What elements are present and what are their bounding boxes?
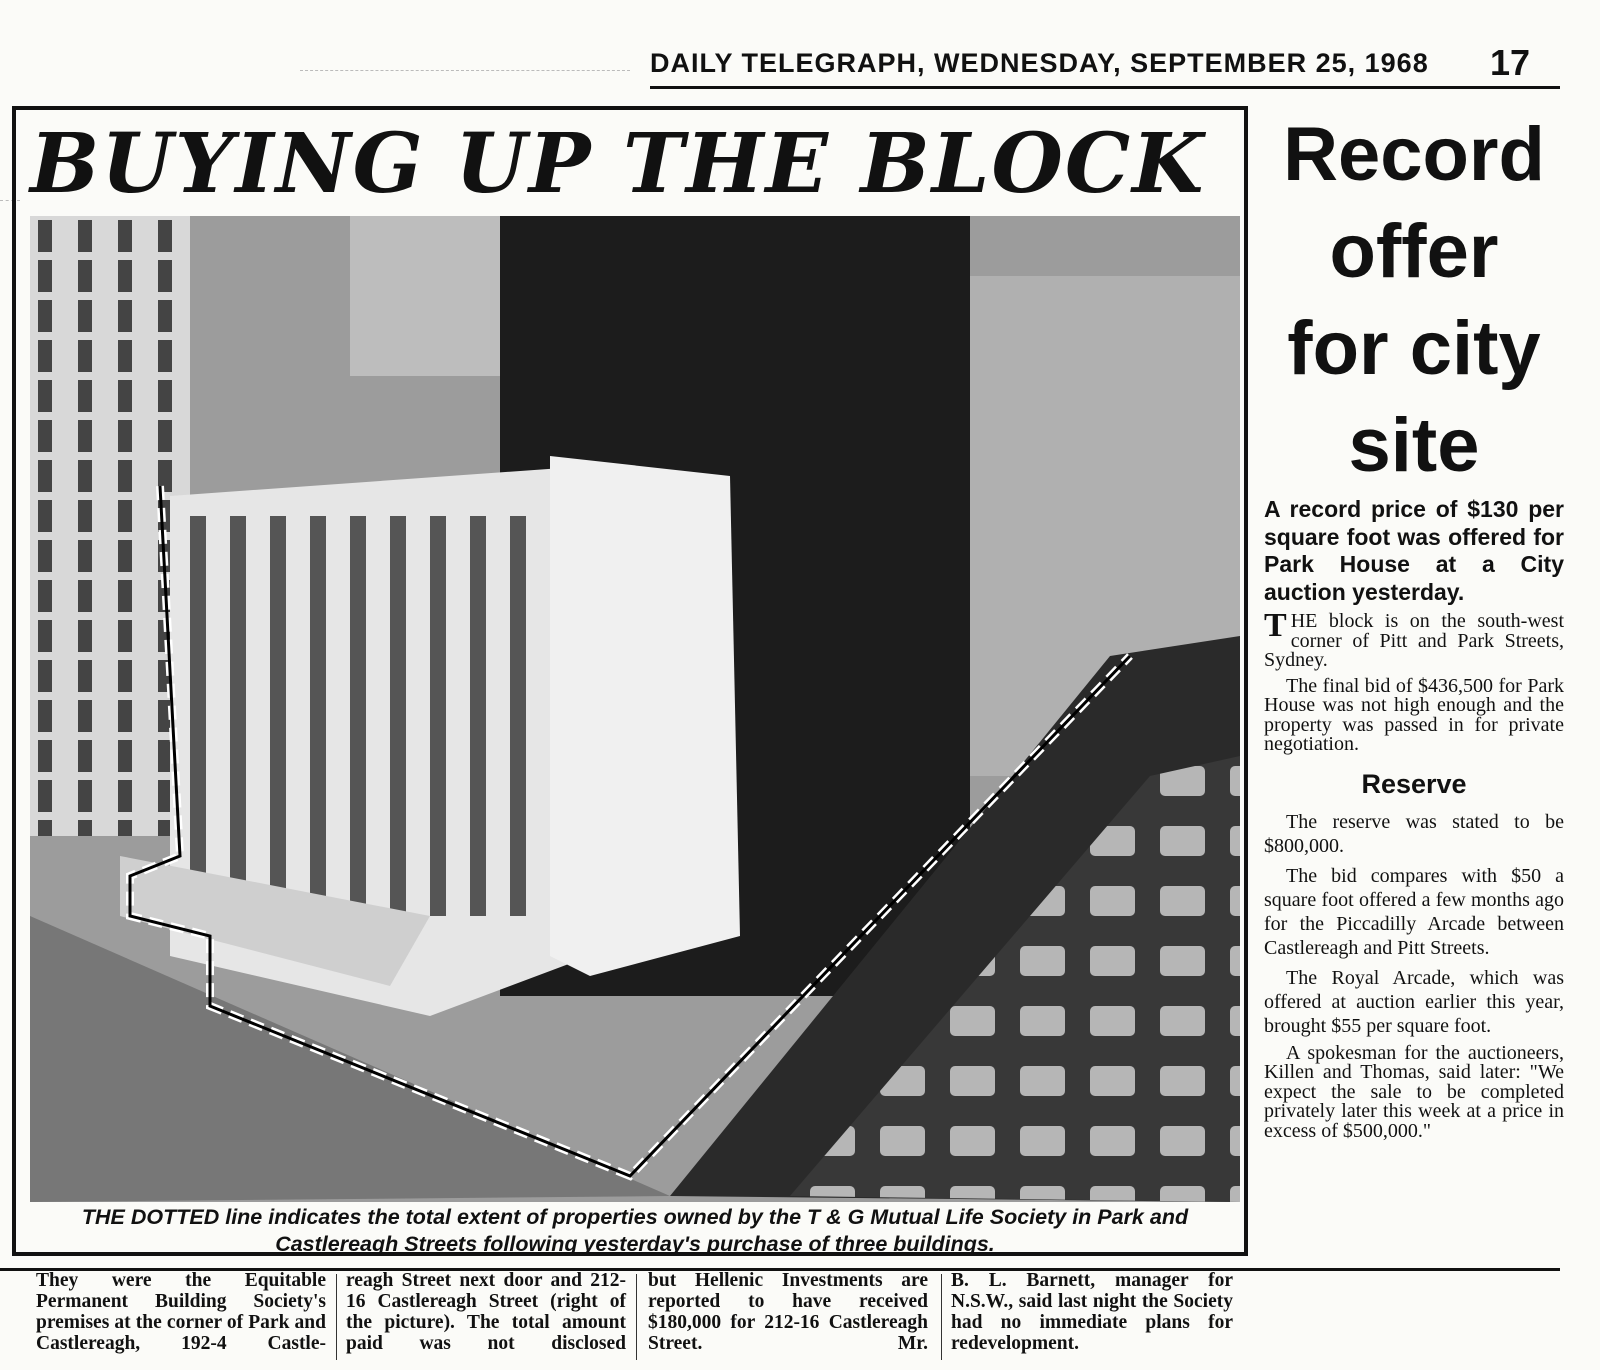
- story-paragraph-3: The reserve was stated to be $800,000.: [1264, 810, 1564, 857]
- column-rule: [941, 1274, 942, 1360]
- story-paragraph-6: A spokesman for the auctioneers, Killen and Thomas, said later: "We expect the sale to be completed privately later this week at a price in excess of $500,000.": [1264, 1041, 1564, 1142]
- photo-caption: THE DOTTED line indicates the total extent of properties owned by the T & G Mutual Life Society in Park and Castlereagh Streets following yesterday's purchase of three buildings.: [81, 1205, 1189, 1256]
- right-headline-line: Record: [1283, 112, 1545, 197]
- right-story: [1264, 106, 1564, 1147]
- building-photo: [30, 216, 1240, 1202]
- text-column-3: but Hellenic Investments are reported to have received $180,000 for 212-16 Castlereagh Street. Mr.: [648, 1270, 928, 1354]
- story-paragraph-2: The final bid of $436,500 for Park House was not high enough and the property was passed in for private negotiation.: [1264, 674, 1564, 755]
- text-column-1: They were the Equitable Permanent Building Society's premises at the corner of Park and Castlereagh, 192-4 Castle-: [36, 1270, 326, 1354]
- building-photo-illustration: [30, 216, 1240, 1202]
- story-paragraph-5: The Royal Arcade, which was offered at auction earlier this year, brought $55 per square foot.: [1264, 966, 1564, 1037]
- paragraph-text: HE block is on the south-west corner of Pitt and Park Streets, Sydney.: [1264, 610, 1564, 671]
- story-paragraph-4: The bid compares with $50 a square foot offered a few months ago for the Piccadilly Arcade between Castlereagh and Pitt Streets.: [1264, 864, 1564, 959]
- right-headline: [1264, 106, 1564, 494]
- right-headline-line: for city: [1287, 306, 1541, 391]
- left-story-box: [12, 106, 1248, 1354]
- scan-artifact-line: [300, 70, 630, 71]
- bottom-rule: [0, 1268, 1560, 1271]
- left-headline: BUYING UP THE BLOCK: [30, 116, 1206, 212]
- left-story-columns: [36, 1270, 1241, 1370]
- column-rule: [636, 1274, 637, 1360]
- story-paragraph-1: [1264, 607, 1564, 671]
- story-deck: A record price of $130 per square foot was offered for Park House at a City auction yesterday.: [1264, 496, 1564, 605]
- page-number: 17: [1489, 42, 1530, 83]
- text-column-4: B. L. Barnett, manager for N.S.W., said last night the Society had no immediate plans for redevelopment.: [951, 1270, 1233, 1354]
- drop-cap: T: [1264, 607, 1287, 644]
- right-headline-line: offer: [1329, 209, 1499, 294]
- subhead: Reserve: [1361, 768, 1467, 799]
- masthead: [650, 42, 1560, 89]
- right-headline-line: site: [1348, 403, 1480, 488]
- masthead-dateline: DAILY TELEGRAPH, WEDNESDAY, SEPTEMBER 25, 1968: [650, 48, 1429, 78]
- text-column-2: reagh Street next door and 212-16 Castlereagh Street (right of the picture). The total amount paid was not disclosed: [346, 1270, 626, 1354]
- column-rule: [336, 1274, 337, 1360]
